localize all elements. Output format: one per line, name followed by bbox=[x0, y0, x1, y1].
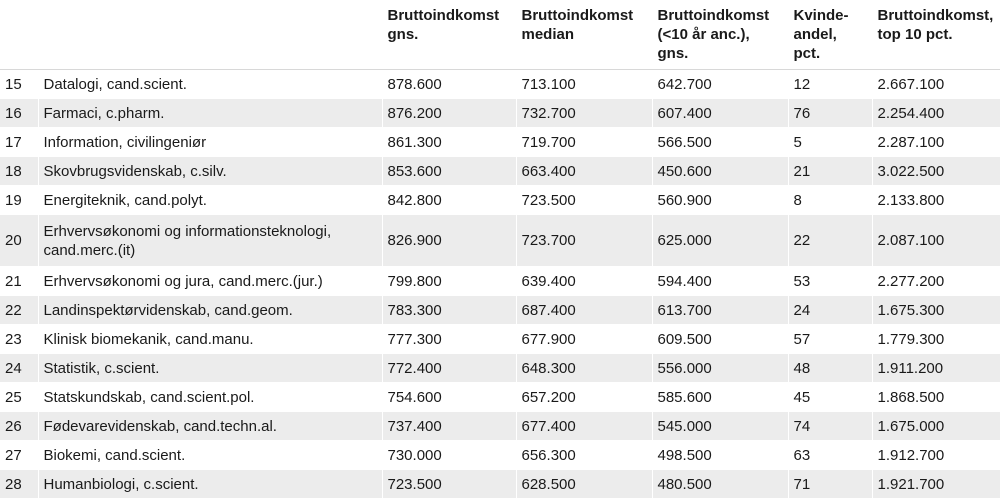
table-row bbox=[0, 186, 1000, 215]
rank-cell: 22 bbox=[0, 296, 38, 325]
income-avg-cell: 861.300 bbox=[382, 128, 516, 157]
table-row bbox=[0, 70, 1000, 99]
income-top10-cell: 3.022.500 bbox=[872, 157, 1000, 186]
income-avg-cell: 730.000 bbox=[382, 441, 516, 470]
women-share-cell: 57 bbox=[788, 325, 872, 354]
education-cell: Farmaci, c.pharm. bbox=[38, 99, 382, 128]
income-avg-cell: 826.900 bbox=[382, 215, 516, 267]
table-row bbox=[0, 157, 1000, 186]
rank-cell: 24 bbox=[0, 354, 38, 383]
income-young-cell: 594.400 bbox=[652, 267, 788, 296]
income-young-cell: 450.600 bbox=[652, 157, 788, 186]
table-row bbox=[0, 470, 1000, 499]
income-avg-cell: 799.800 bbox=[382, 267, 516, 296]
education-cell: Datalogi, cand.scient. bbox=[38, 70, 382, 99]
rank-cell: 21 bbox=[0, 267, 38, 296]
income-young-cell: 607.400 bbox=[652, 99, 788, 128]
income-top10-cell: 2.133.800 bbox=[872, 186, 1000, 215]
income-avg-cell: 783.300 bbox=[382, 296, 516, 325]
income-median-cell: 657.200 bbox=[516, 383, 652, 412]
education-cell: Biokemi, cand.scient. bbox=[38, 441, 382, 470]
income-young-cell: 480.500 bbox=[652, 470, 788, 499]
income-young-cell: 498.500 bbox=[652, 441, 788, 470]
rank-cell: 15 bbox=[0, 70, 38, 99]
income-median-cell: 713.100 bbox=[516, 70, 652, 99]
income-median-cell: 648.300 bbox=[516, 354, 652, 383]
income-top10-cell: 2.287.100 bbox=[872, 128, 1000, 157]
women-share-cell: 21 bbox=[788, 157, 872, 186]
income-young-cell: 625.000 bbox=[652, 215, 788, 267]
education-cell: Fødevarevidenskab, cand.techn.al. bbox=[38, 412, 382, 441]
income-avg-cell: 737.400 bbox=[382, 412, 516, 441]
income-top10-cell: 2.254.400 bbox=[872, 99, 1000, 128]
education-cell: Landinspektørvidenskab, cand.geom. bbox=[38, 296, 382, 325]
women-share-cell: 5 bbox=[788, 128, 872, 157]
table-row bbox=[0, 383, 1000, 412]
rank-cell: 20 bbox=[0, 215, 38, 267]
income-young-cell: 556.000 bbox=[652, 354, 788, 383]
header-row bbox=[0, 0, 1000, 70]
education-cell: Humanbiologi, c.scient. bbox=[38, 470, 382, 499]
income-median-cell: 663.400 bbox=[516, 157, 652, 186]
table-row bbox=[0, 441, 1000, 470]
income-top10-cell: 1.921.700 bbox=[872, 470, 1000, 499]
rank-cell: 26 bbox=[0, 412, 38, 441]
rank-cell: 27 bbox=[0, 441, 38, 470]
header-income-top10: Bruttoindkomst, top 10 pct. bbox=[872, 0, 1000, 70]
rank-cell: 23 bbox=[0, 325, 38, 354]
education-cell: Energiteknik, cand.polyt. bbox=[38, 186, 382, 215]
income-avg-cell: 772.400 bbox=[382, 354, 516, 383]
women-share-cell: 63 bbox=[788, 441, 872, 470]
income-median-cell: 723.700 bbox=[516, 215, 652, 267]
education-cell: Statistik, c.scient. bbox=[38, 354, 382, 383]
women-share-cell: 71 bbox=[788, 470, 872, 499]
table-row bbox=[0, 215, 1000, 267]
header-rank bbox=[0, 0, 38, 70]
education-cell: Statskundskab, cand.scient.pol. bbox=[38, 383, 382, 412]
table-row bbox=[0, 412, 1000, 441]
income-top10-cell: 1.779.300 bbox=[872, 325, 1000, 354]
income-top10-cell: 1.911.200 bbox=[872, 354, 1000, 383]
income-avg-cell: 878.600 bbox=[382, 70, 516, 99]
women-share-cell: 48 bbox=[788, 354, 872, 383]
income-median-cell: 677.400 bbox=[516, 412, 652, 441]
income-median-cell: 639.400 bbox=[516, 267, 652, 296]
income-avg-cell: 876.200 bbox=[382, 99, 516, 128]
education-cell: Skovbrugsvidenskab, c.silv. bbox=[38, 157, 382, 186]
women-share-cell: 53 bbox=[788, 267, 872, 296]
education-cell: Erhvervsøkonomi og jura, cand.merc.(jur.) bbox=[38, 267, 382, 296]
header-income-median: Bruttoindkomst median bbox=[516, 0, 652, 70]
header-income-young-avg: Bruttoindkomst (<10 år anc.), gns. bbox=[652, 0, 788, 70]
income-top10-cell: 1.675.300 bbox=[872, 296, 1000, 325]
income-median-cell: 723.500 bbox=[516, 186, 652, 215]
header-income-avg: Bruttoindkomst gns. bbox=[382, 0, 516, 70]
income-top10-cell: 1.675.000 bbox=[872, 412, 1000, 441]
header-education bbox=[38, 0, 382, 70]
income-median-cell: 656.300 bbox=[516, 441, 652, 470]
income-young-cell: 566.500 bbox=[652, 128, 788, 157]
rank-cell: 18 bbox=[0, 157, 38, 186]
table-row bbox=[0, 267, 1000, 296]
women-share-cell: 24 bbox=[788, 296, 872, 325]
income-young-cell: 585.600 bbox=[652, 383, 788, 412]
income-young-cell: 545.000 bbox=[652, 412, 788, 441]
income-top10-cell: 2.277.200 bbox=[872, 267, 1000, 296]
income-young-cell: 613.700 bbox=[652, 296, 788, 325]
income-median-cell: 719.700 bbox=[516, 128, 652, 157]
income-median-cell: 732.700 bbox=[516, 99, 652, 128]
income-top10-cell: 1.912.700 bbox=[872, 441, 1000, 470]
income-avg-cell: 842.800 bbox=[382, 186, 516, 215]
rank-cell: 17 bbox=[0, 128, 38, 157]
women-share-cell: 76 bbox=[788, 99, 872, 128]
table-row bbox=[0, 128, 1000, 157]
income-avg-cell: 777.300 bbox=[382, 325, 516, 354]
women-share-cell: 74 bbox=[788, 412, 872, 441]
table-row bbox=[0, 296, 1000, 325]
women-share-cell: 45 bbox=[788, 383, 872, 412]
income-young-cell: 560.900 bbox=[652, 186, 788, 215]
income-young-cell: 609.500 bbox=[652, 325, 788, 354]
income-avg-cell: 723.500 bbox=[382, 470, 516, 499]
rank-cell: 16 bbox=[0, 99, 38, 128]
income-median-cell: 687.400 bbox=[516, 296, 652, 325]
women-share-cell: 12 bbox=[788, 70, 872, 99]
income-top10-cell: 2.667.100 bbox=[872, 70, 1000, 99]
education-cell: Klinisk biomekanik, cand.manu. bbox=[38, 325, 382, 354]
rank-cell: 25 bbox=[0, 383, 38, 412]
rank-cell: 19 bbox=[0, 186, 38, 215]
table-row bbox=[0, 354, 1000, 383]
income-avg-cell: 853.600 bbox=[382, 157, 516, 186]
income-avg-cell: 754.600 bbox=[382, 383, 516, 412]
women-share-cell: 8 bbox=[788, 186, 872, 215]
income-median-cell: 677.900 bbox=[516, 325, 652, 354]
table-row bbox=[0, 325, 1000, 354]
education-cell: Information, civilingeniør bbox=[38, 128, 382, 157]
women-share-cell: 22 bbox=[788, 215, 872, 267]
income-top10-cell: 2.087.100 bbox=[872, 215, 1000, 267]
income-median-cell: 628.500 bbox=[516, 470, 652, 499]
education-cell: Erhvervsøkonomi og informationsteknologi, cand.merc.(it) bbox=[38, 215, 382, 267]
header-women-share: Kvinde-andel, pct. bbox=[788, 0, 872, 70]
table-row bbox=[0, 99, 1000, 128]
income-top10-cell: 1.868.500 bbox=[872, 383, 1000, 412]
rank-cell: 28 bbox=[0, 470, 38, 499]
income-young-cell: 642.700 bbox=[652, 70, 788, 99]
